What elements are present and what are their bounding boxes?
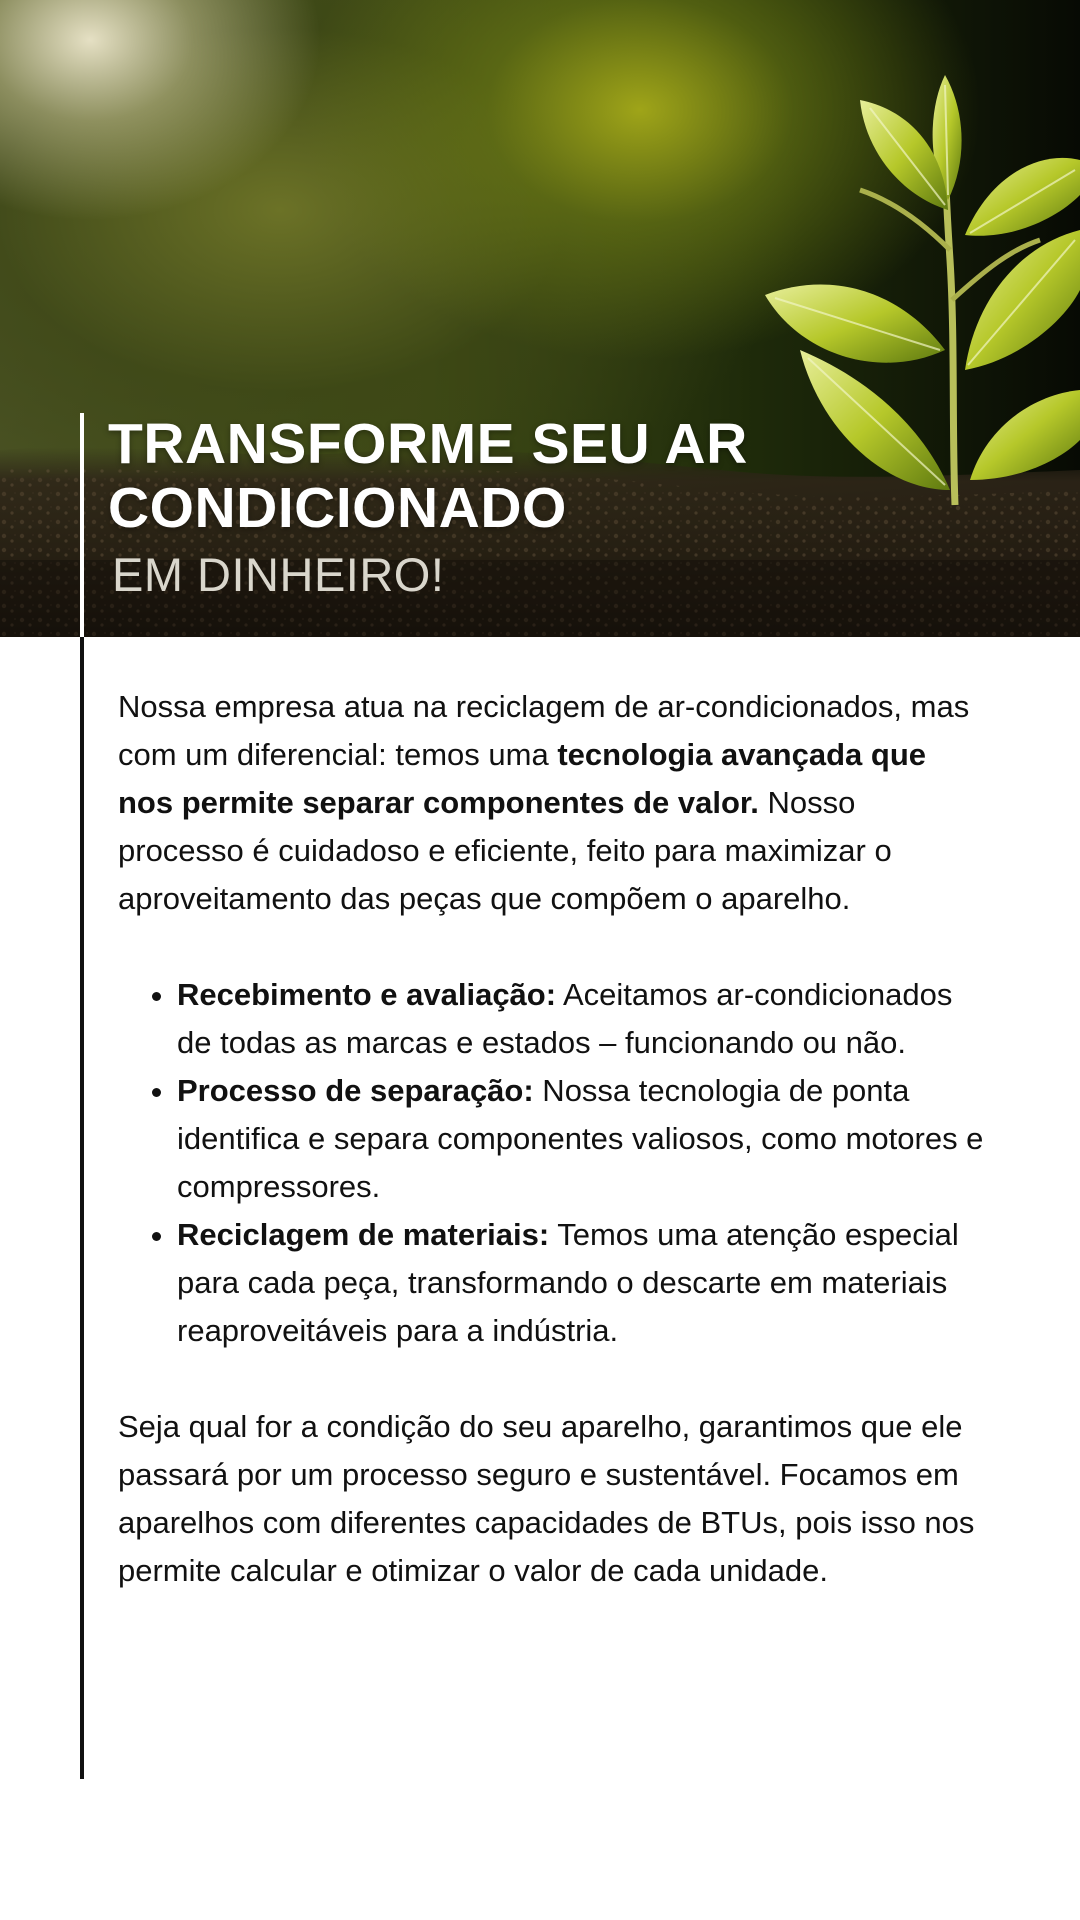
hero-subtitle: EM DINHEIRO!	[112, 548, 445, 601]
intro-text-2: Nosso processo é cuidadoso e eficiente, feito para maximizar o aproveitamento das peças que compõem o aparelho.	[118, 785, 892, 916]
plant-seedling-image	[0, 0, 1080, 637]
hero-accent-bar	[80, 413, 84, 637]
closing-paragraph: Seja qual for a condição do seu aparelho, garantimos que ele passará por um processo seguro e sustentável. Focamos em aparelhos com diferentes capacidades de BTUs, pois isso nos permite calcular e otimizar o valor de cada unidade.	[118, 1409, 975, 1588]
step-title: Recebimento e avaliação:	[177, 977, 557, 1012]
intro-text-1: Nossa empresa atua na reciclagem de ar-condicionados, mas com um diferencial: temos uma	[118, 689, 970, 772]
article-body	[118, 683, 988, 1595]
hero-banner	[0, 0, 1080, 637]
list-item	[177, 971, 988, 1067]
intro-paragraph	[118, 683, 988, 923]
hero-title-line-2: CONDICIONADO	[108, 476, 567, 540]
list-item	[177, 1211, 988, 1355]
step-title: Processo de separação:	[177, 1073, 534, 1108]
hero-title	[108, 412, 828, 540]
intro-bold-text: tecnologia avançada que nos permite separar componentes de valor.	[118, 737, 926, 820]
step-text: Nossa tecnologia de ponta identifica e separa componentes valiosos, como motores e compressores.	[177, 1073, 984, 1204]
step-title: Reciclagem de materiais:	[177, 1217, 550, 1252]
step-text: Aceitamos ar-condicionados de todas as marcas e estados – funcionando ou não.	[177, 977, 953, 1060]
hero-title-line-1: TRANSFORME SEU AR	[108, 412, 748, 476]
body-accent-bar	[80, 637, 84, 1779]
step-text: Temos uma atenção especial para cada peça, transformando o descarte em materiais reaproveitáveis para a indústria.	[177, 1217, 959, 1348]
list-item	[177, 1067, 988, 1211]
process-steps-list	[118, 971, 988, 1355]
